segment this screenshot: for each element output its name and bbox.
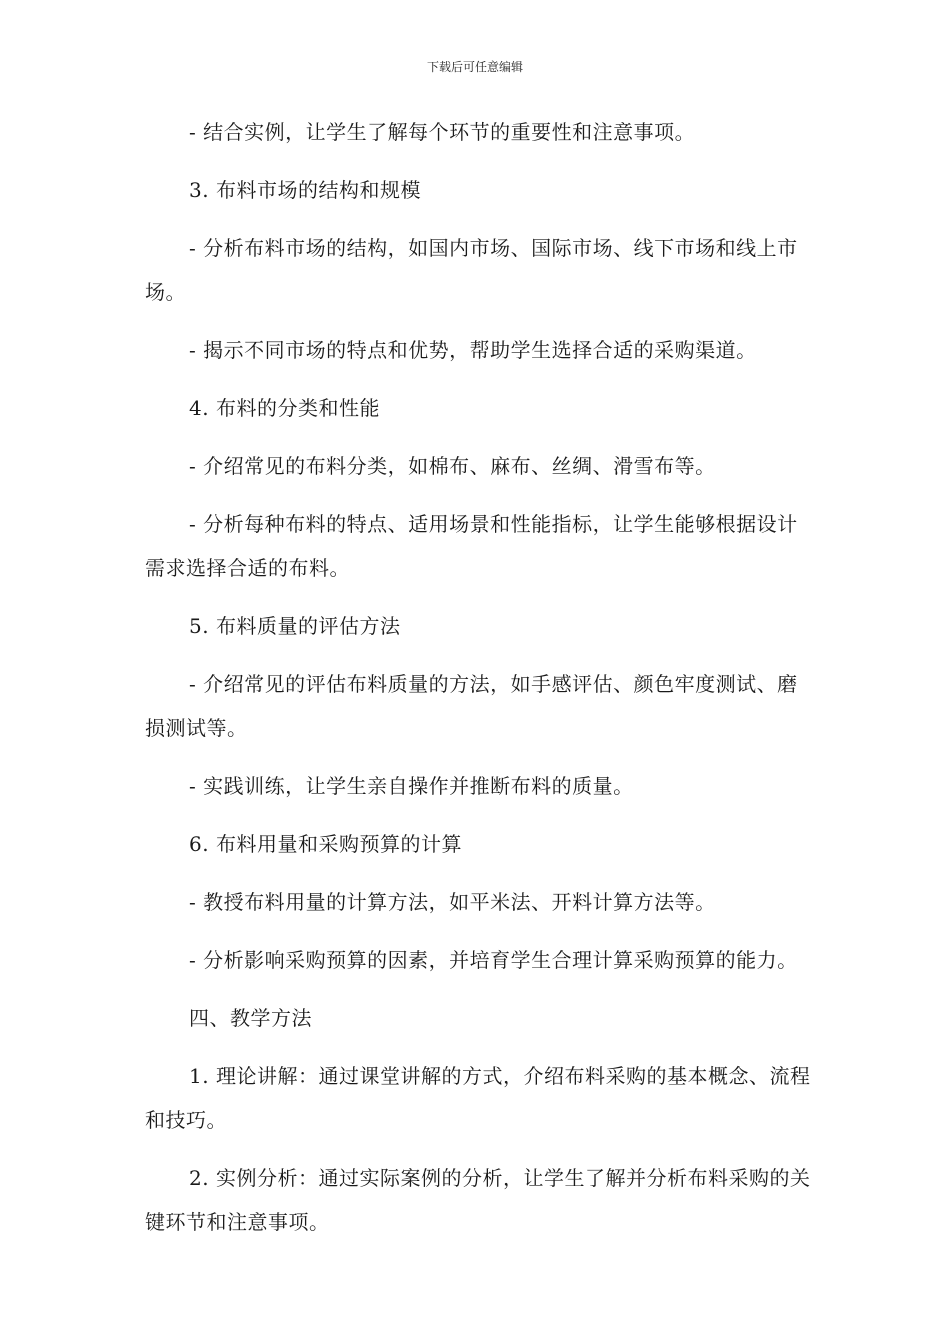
page-header: 下载后可任意编辑 bbox=[426, 60, 523, 74]
section-heading: 4. 布料的分类和性能 bbox=[189, 396, 380, 420]
document-body bbox=[145, 110, 815, 1258]
paragraph: 1. 理论讲解：通过课堂讲解的方式，介绍布料采购的基本概念、流程和技巧。 bbox=[145, 1064, 811, 1132]
paragraph: 2. 实例分析：通过实际案例的分析，让学生了解并分析布料采购的关键环节和注意事项。 bbox=[145, 1166, 811, 1234]
paragraph: - 分析布料市场的结构，如国内市场、国际市场、线下市场和线上市场。 bbox=[145, 236, 798, 304]
paragraph: - 揭示不同市场的特点和优势，帮助学生选择合适的采购渠道。 bbox=[189, 338, 757, 362]
paragraph: - 分析影响采购预算的因素，并培育学生合理计算采购预算的能力。 bbox=[189, 948, 798, 972]
paragraph: - 结合实例，让学生了解每个环节的重要性和注意事项。 bbox=[189, 120, 696, 144]
paragraph: - 介绍常见的评估布料质量的方法，如手感评估、颜色牢度测试、磨损测试等。 bbox=[145, 672, 798, 740]
section-heading: 6. 布料用量和采购预算的计算 bbox=[189, 832, 462, 856]
paragraph: - 教授布料用量的计算方法，如平米法、开料计算方法等。 bbox=[189, 890, 716, 914]
paragraph: - 分析每种布料的特点、适用场景和性能指标，让学生能够根据设计需求选择合适的布料。 bbox=[145, 512, 798, 580]
paragraph: - 实践训练，让学生亲自操作并推断布料的质量。 bbox=[189, 774, 634, 798]
section-heading: 5. 布料质量的评估方法 bbox=[189, 614, 401, 638]
paragraph: - 介绍常见的布料分类，如棉布、麻布、丝绸、滑雪布等。 bbox=[189, 454, 716, 478]
chapter-heading: 四、教学方法 bbox=[189, 1006, 312, 1030]
section-heading: 3. 布料市场的结构和规模 bbox=[189, 178, 421, 202]
